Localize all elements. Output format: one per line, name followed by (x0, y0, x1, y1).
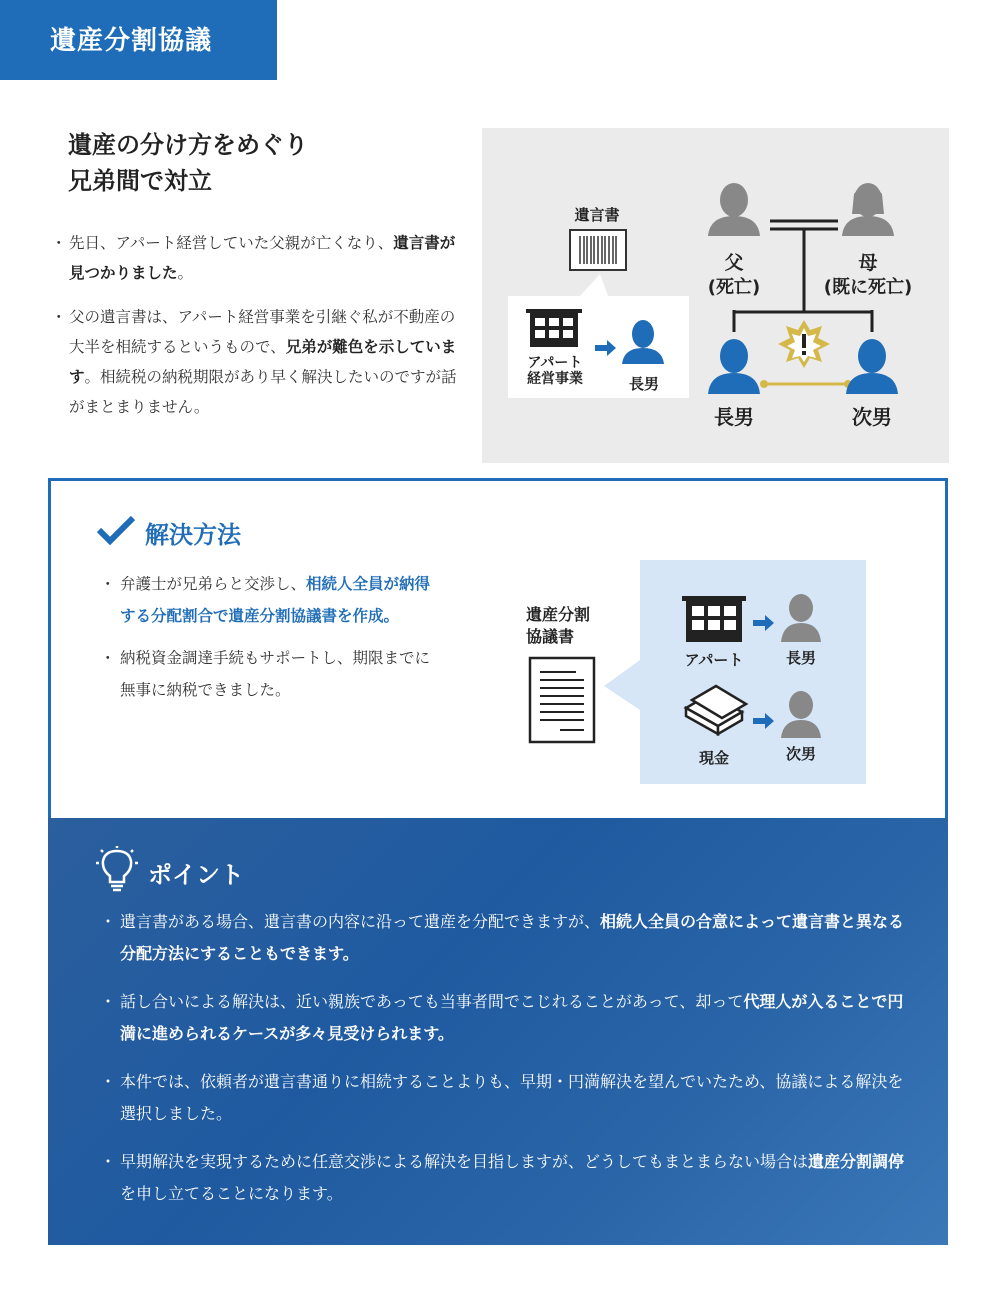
son1-label: 長男 (714, 405, 754, 429)
case-headline (68, 127, 308, 199)
apartment-icon (682, 596, 746, 642)
case-item: ・ 先日、アパート経営していた父親が亡くなり、遺言書が見つかりました。 (55, 228, 465, 288)
points-title: ポイント (148, 861, 244, 889)
person-icon-son1 (708, 339, 760, 394)
point-item: ・ 本件では、依頼者が遺言書通りに相続することよりも、早期・円満解決を望んでいたため、協議による解決を選択しました。 (100, 1066, 915, 1130)
person-icon-father (708, 183, 760, 236)
apartment-heir-label: 長男 (785, 649, 816, 667)
cash-label: 現金 (698, 749, 729, 767)
apartment-label: アパート (684, 651, 744, 669)
point-item: ・ 遺言書がある場合、遺言書の内容に沿って遺産を分配できますが、相続人全員の合意によって遺言書と異なる分配方法にすることもできます。 (100, 906, 915, 970)
solution-item: ・ 弁護士が兄弟らと交渉し、相続人全員が納得する分配割合で遺産分割協議書を作成。 (100, 568, 445, 632)
case-list (55, 228, 465, 436)
building-label: アパート 経営事業 (527, 355, 583, 387)
solution-item: ・ 納税資金調達手続もサポートし、期限までに無事に納税できました。 (100, 642, 445, 706)
point-item: ・ 早期解決を実現するために任意交渉による解決を目指しますが、どうしてもまとまらない場合は遺産分割調停を申し立てることになります。 (100, 1146, 915, 1210)
mother-status: (既に死亡) (823, 277, 913, 298)
page-title: 遺産分割協議 (50, 26, 213, 56)
header-tab (0, 0, 277, 80)
case-item: ・ 父の遺言書は、アパート経営事業を引継ぐ私が不動産の大半を相続するというもので、兄弟が難色を示しています。相続税の納税期限があり早く解決したいのですが話がまとまりません。 (55, 302, 465, 422)
will-label: 遺言書 (574, 206, 620, 224)
family-diagram (482, 128, 949, 463)
point-item: ・ 話し合いによる解決は、近い親族であっても当事者間でこじれることがあって、却って代理人が入ることで円満に進められるケースが多々見受けられます。 (100, 986, 915, 1050)
distribution-panel (640, 560, 866, 784)
agreement-doc-label: 遺産分割 協議書 (526, 605, 591, 646)
bubble-heir-label: 長男 (628, 375, 659, 393)
points-section (48, 818, 948, 1245)
mother-label: 母 (858, 252, 878, 274)
person-icon-son2 (846, 339, 898, 394)
solution-list (100, 568, 445, 716)
conflict-icon (778, 320, 830, 368)
case-headline-line1: 遺産の分け方をめぐり (68, 131, 308, 159)
son2-label: 次男 (852, 405, 892, 429)
agreement-document-icon (530, 658, 594, 742)
father-status: (死亡) (707, 277, 761, 298)
solution-title: 解決方法 (145, 521, 241, 549)
case-headline-line2: 兄弟間で対立 (68, 167, 212, 195)
father-label: 父 (724, 252, 744, 274)
person-icon-mother (842, 183, 894, 236)
check-icon (96, 514, 136, 546)
building-icon (526, 309, 582, 347)
points-list (100, 906, 915, 1226)
will-document-icon (570, 230, 626, 270)
cash-heir-label: 次男 (785, 745, 816, 763)
lightbulb-icon (94, 846, 140, 894)
